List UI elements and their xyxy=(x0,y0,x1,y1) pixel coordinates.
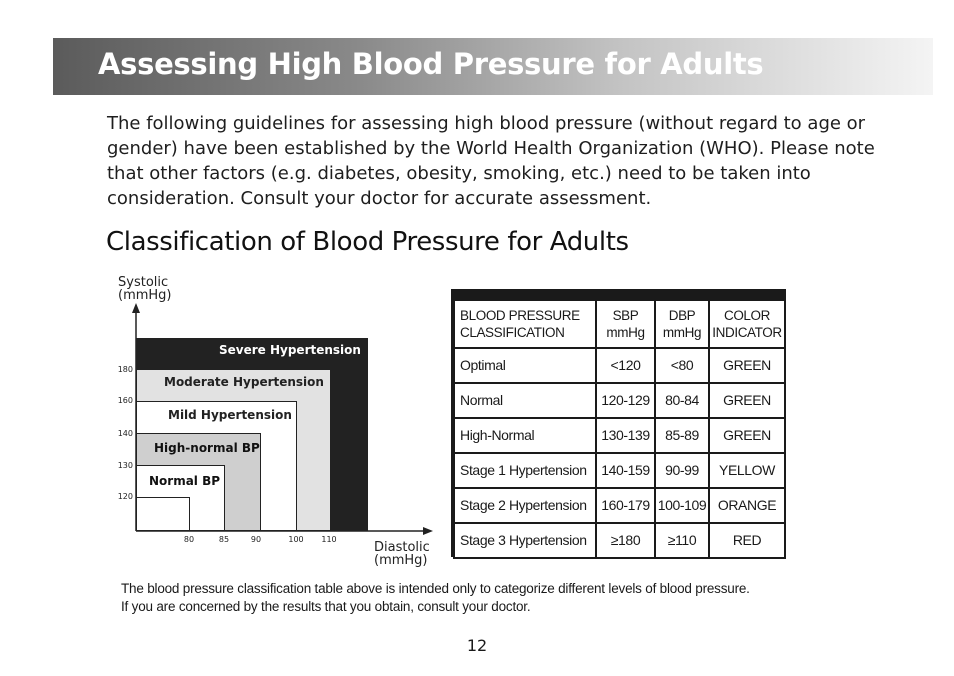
zone-label-high-normal: High-normal BP xyxy=(154,441,260,455)
section-title: Classification of Blood Pressure for Adults xyxy=(106,227,629,257)
cell-sbp: 130-139 xyxy=(596,418,655,453)
cell-classification: Stage 1 Hypertension xyxy=(454,453,596,488)
zone-label-normal: Normal BP xyxy=(149,474,221,488)
cell-classification: Normal xyxy=(454,383,596,418)
x-tick: 90 xyxy=(250,535,262,544)
intro-paragraph: The following guidelines for assessing high blood pressure (without regard to age or gender) have been established by the World Health Organization (WHO). Please note that other factors (e.g. diabetes, obesity, smoking, etc.) need to be taken into consideration. Consult your doctor for accurate assessment. xyxy=(107,113,875,209)
header-sbp: SBP mmHg xyxy=(596,300,655,348)
cell-sbp: 160-179 xyxy=(596,488,655,523)
x-axis-arrow-icon xyxy=(423,527,433,535)
cell-color: RED xyxy=(709,523,785,558)
y-tick: 120 xyxy=(117,492,133,501)
y-tick: 180 xyxy=(117,365,133,374)
header-color-indicator: COLOR INDICATOR xyxy=(709,300,785,348)
zone-label-moderate: Moderate Hypertension xyxy=(164,375,324,389)
cell-sbp: 120-129 xyxy=(596,383,655,418)
cell-dbp: ≥110 xyxy=(655,523,709,558)
cell-color: ORANGE xyxy=(709,488,785,523)
y-tick: 130 xyxy=(117,461,133,470)
cell-dbp: 85-89 xyxy=(655,418,709,453)
classification-table xyxy=(453,299,786,559)
zone-label-severe: Severe Hypertension xyxy=(219,343,361,357)
y-axis-label: Systolic (mmHg) xyxy=(118,275,172,303)
x-tick: 85 xyxy=(218,535,230,544)
x-axis-label: Diastolic (mmHg) xyxy=(374,540,430,568)
table-row xyxy=(454,488,785,523)
page-title: Assessing High Blood Pressure for Adults xyxy=(98,47,764,81)
header-dbp: DBP mmHg xyxy=(655,300,709,348)
zone-label-mild: Mild Hypertension xyxy=(168,408,292,422)
cell-sbp: 140-159 xyxy=(596,453,655,488)
y-axis-arrow-icon xyxy=(132,303,140,313)
cell-classification: Stage 3 Hypertension xyxy=(454,523,596,558)
cell-sbp: ≥180 xyxy=(596,523,655,558)
table-row xyxy=(454,453,785,488)
x-tick: 80 xyxy=(183,535,195,544)
table-row xyxy=(454,348,785,383)
zone-optimal xyxy=(136,497,190,531)
table-row xyxy=(454,383,785,418)
cell-color: GREEN xyxy=(709,383,785,418)
table-header-row xyxy=(454,300,785,348)
cell-classification: High-Normal xyxy=(454,418,596,453)
header-classification: BLOOD PRESSURE CLASSIFICATION xyxy=(454,300,596,348)
footnote: The blood pressure classification table above is intended only to categorize different levels of blood pressure. If you are concerned by the results that you obtain, consult your doctor. xyxy=(121,581,750,614)
cell-dbp: 100-109 xyxy=(655,488,709,523)
cell-classification: Stage 2 Hypertension xyxy=(454,488,596,523)
cell-dbp: <80 xyxy=(655,348,709,383)
x-tick: 110 xyxy=(321,535,337,544)
page-number: 12 xyxy=(466,636,488,655)
table-row xyxy=(454,418,785,453)
table-row xyxy=(454,523,785,558)
cell-color: YELLOW xyxy=(709,453,785,488)
cell-classification: Optimal xyxy=(454,348,596,383)
cell-dbp: 90-99 xyxy=(655,453,709,488)
y-tick: 140 xyxy=(117,429,133,438)
cell-color: GREEN xyxy=(709,348,785,383)
cell-dbp: 80-84 xyxy=(655,383,709,418)
cell-color: GREEN xyxy=(709,418,785,453)
x-tick: 100 xyxy=(288,535,304,544)
classification-table-frame xyxy=(451,289,786,557)
cell-sbp: <120 xyxy=(596,348,655,383)
y-tick: 160 xyxy=(117,396,133,405)
